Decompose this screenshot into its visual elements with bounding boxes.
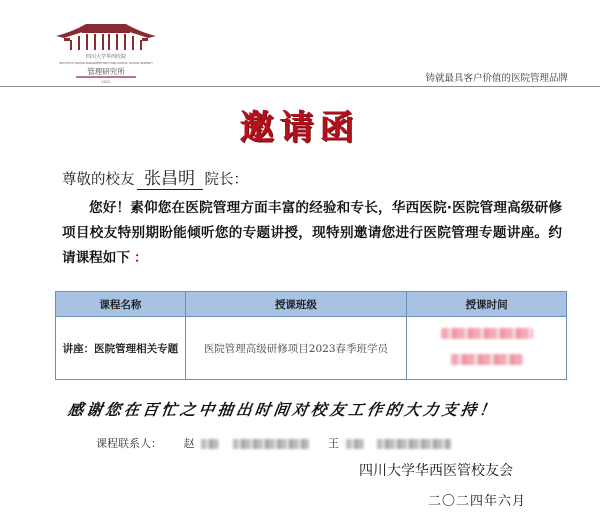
contact-row xyxy=(96,435,451,451)
col-header-course: 课程名称 xyxy=(56,292,186,317)
greeting-suffix: 院长： xyxy=(204,172,248,188)
contact-person-2: 王 xyxy=(328,437,339,450)
pavilion-roof-icon xyxy=(56,24,156,41)
logo-line1: 四川大学华西医院 xyxy=(85,54,127,60)
header-tagline: 铸就最具客户价值的医院管理品牌 xyxy=(425,73,568,84)
table-header-row xyxy=(56,292,567,317)
redacted-time-line2 xyxy=(451,354,523,365)
contact-person-1: 赵 xyxy=(183,437,195,450)
greeting-prefix: 尊敬的校友 xyxy=(62,172,135,188)
redacted-phone-2 xyxy=(377,439,451,449)
redacted-time-line1 xyxy=(441,328,533,339)
contact-label: 课程联系人： xyxy=(96,437,162,450)
course-name-cell: 讲座：医院管理相关专题 xyxy=(56,317,186,380)
col-header-class: 授课班级 xyxy=(185,292,406,317)
greeting-line xyxy=(62,164,248,190)
institute-logo xyxy=(52,22,160,84)
time-cell-redacted xyxy=(407,317,567,380)
redacted-name-1 xyxy=(201,439,219,449)
redacted-phone-1 xyxy=(233,439,309,449)
signature-date: 二〇二四年六月 xyxy=(427,494,526,509)
recipient-name: 张昌明 xyxy=(137,164,203,190)
invitation-body xyxy=(62,196,562,271)
logo-line2: INSTITUTE OF HOSPITAL MANAGEMENT WEST CHINA HOSPITAL, SICHUAN UNIVERSITY xyxy=(59,62,153,65)
course-table xyxy=(55,291,567,380)
list-marker: ： xyxy=(133,250,148,266)
page-title: 邀请函 xyxy=(240,108,360,148)
table-row xyxy=(56,317,567,380)
signature-org: 四川大学华西医管校友会 xyxy=(359,463,513,479)
thanks-line: 感谢您在百忙之中抽出时间对校友工作的大力支持！ xyxy=(66,400,500,419)
logo-year: 2002 xyxy=(101,80,111,84)
header-divider xyxy=(0,86,600,87)
logo-name: 管理研究所 xyxy=(87,67,125,76)
invitation-paragraph: 您好！素仰您在医院管理方面丰富的经验和专长，华西医院·医院管理高级研修项目校友特别期盼能倾听您的专题讲授，现特别邀请您进行医院管理专题讲座。约请课程如下 xyxy=(62,200,562,266)
redacted-name-2 xyxy=(346,439,364,449)
col-header-time: 授课时间 xyxy=(407,292,567,317)
class-cell: 医院管理高级研修项目2023春季班学员 xyxy=(185,317,406,380)
pavilion-columns-icon xyxy=(70,34,142,50)
